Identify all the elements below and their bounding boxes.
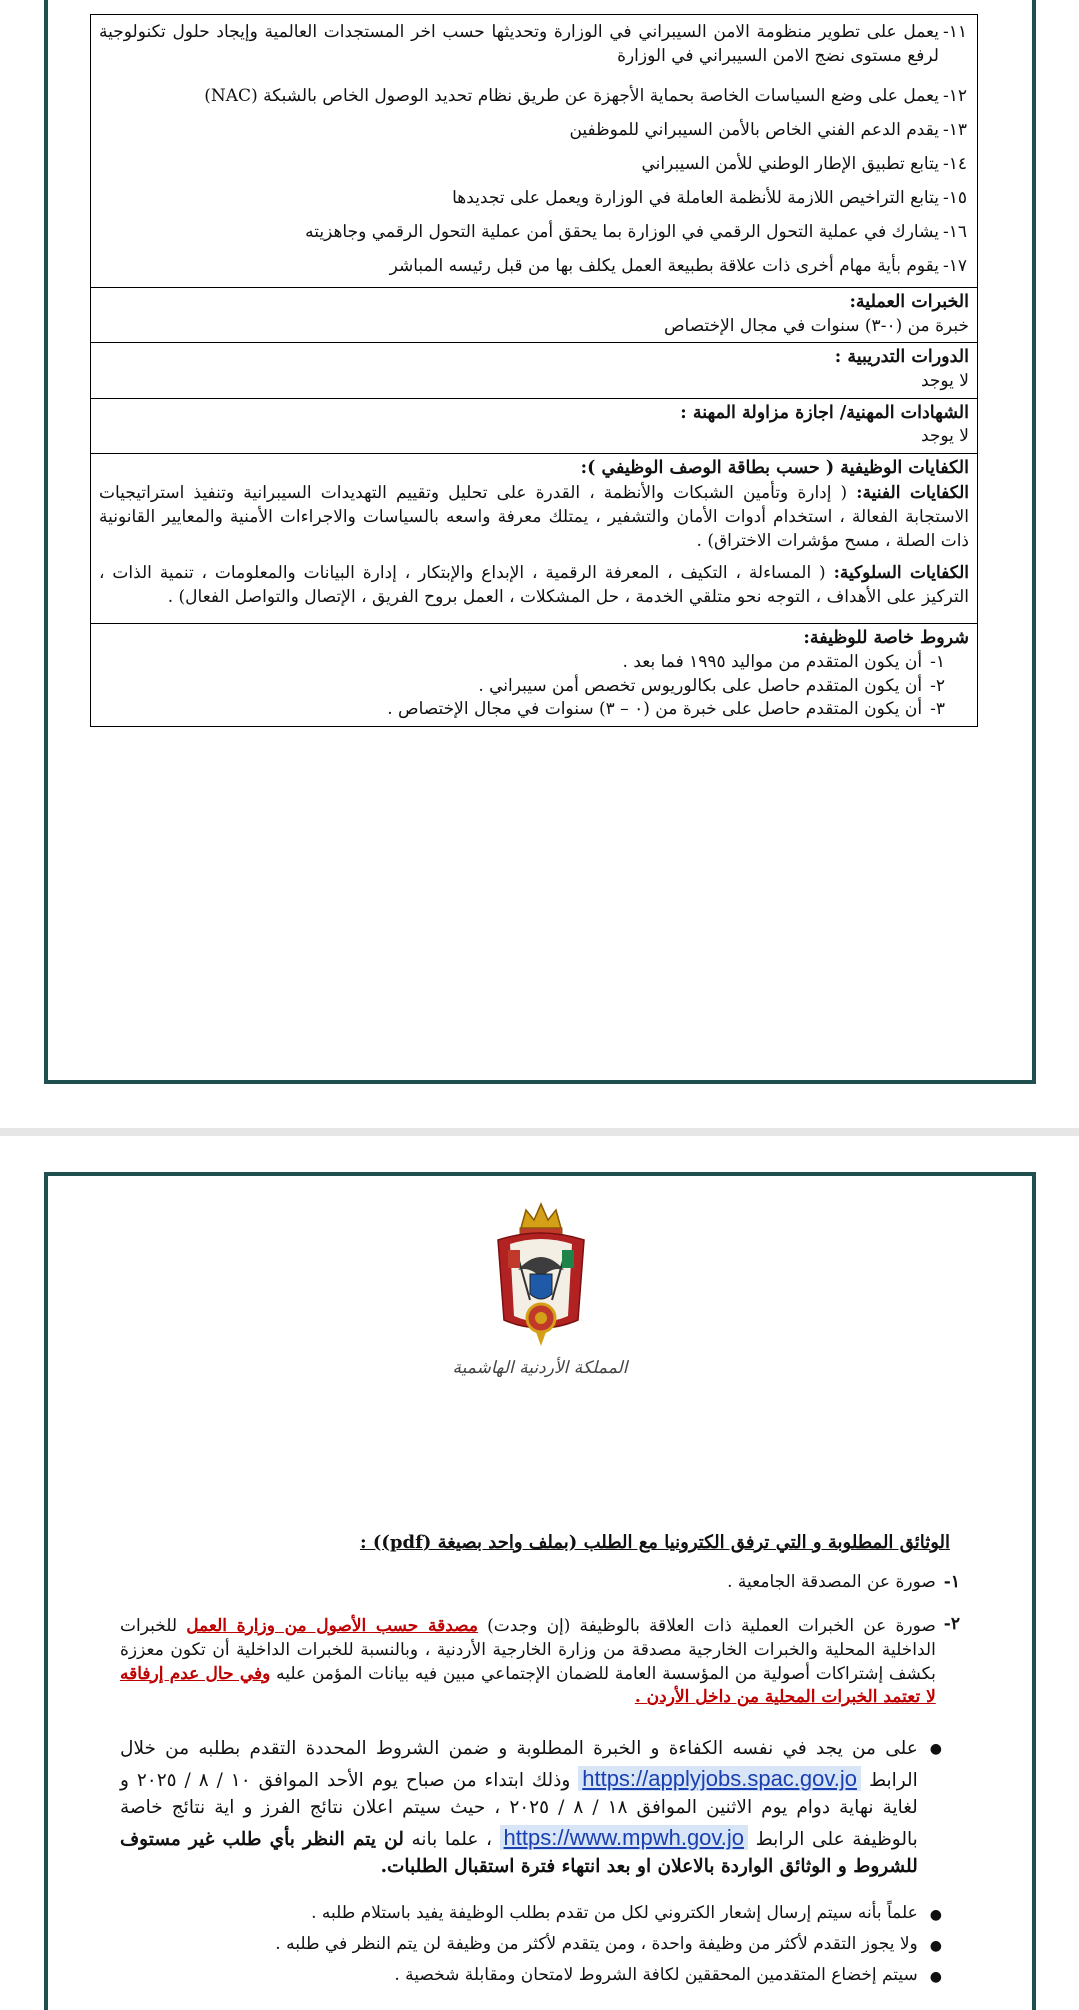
- apply-bold-text: لن يتم النظر بأي طلب غير مستوف للشروط و الوثائق الواردة بالاعلان او بعد انتهاء فترة استقبال الطلبات.: [120, 1828, 918, 1877]
- task-item: [99, 251, 967, 285]
- condition-item: [99, 675, 969, 699]
- task-text: يقدم الدعم الفني الخاص بالأمن السيبراني للموظفين: [569, 120, 939, 140]
- tasks-section: [91, 15, 977, 288]
- condition-text: أن يكون المتقدم حاصل على بكالوريوس تخصص أمن سيبراني .: [478, 675, 923, 696]
- section-body: لا يوجد: [920, 370, 969, 391]
- task-text: يعمل على تطوير منظومة الامن السيبراني في الوزارة وتحديثها حسب اخر المستجدات العالمية وإيجاد حلول تكنولوجية لرفع مستوى نضج الامن السيبراني في الوزارة: [99, 22, 939, 66]
- section-title: الكفايات الوظيفية ( حسب بطاقة الوصف الوظيفي ):: [580, 457, 969, 478]
- task-number: ١٦-: [942, 222, 967, 242]
- apply-text: على من يجد في نفسه الكفاءة و الخبرة المطلوبة و ضمن الشروط المحددة التقدم بطلبه من خلال الرابط: [120, 1738, 918, 1791]
- task-text: يشارك في عملية التحول الرقمي في الوزارة بما يحقق أمن عملية التحول الرقمي وجاهزيته: [305, 222, 939, 242]
- task-item: [99, 81, 967, 115]
- section-title: الدورات التدريبية :: [834, 347, 969, 368]
- task-number: ١٧-: [942, 256, 967, 276]
- documents-title: الوثائق المطلوبة و التي ترفق الكترونيا مع الطلب (بملف واحد بصيغة (pdf)) :: [359, 1532, 950, 1553]
- apply-text: وذلك ابتداء من صباح يوم الأحد الموافق ١٠ / ٨ / ٢٠٢٥ و لغاية نهاية دوام يوم الاثنين الموافق ١٨ / ٨ / ٢٠٢٥ ، حيث سيتم اعلان نتائج الفرز و اية نتائج خاصة بالوظيفة على الرابط: [120, 1769, 918, 1850]
- training-section: [91, 343, 977, 398]
- conditions-section: [91, 624, 977, 726]
- kingdom-name-calligraphy: المملكة الأردنية الهاشمية: [452, 1358, 628, 1378]
- section-body: لا يوجد: [920, 426, 969, 447]
- bullet-icon: ●: [929, 1937, 942, 1954]
- experience-section: [91, 288, 977, 343]
- section-title: الشهادات المهنية/ اجازة مزاولة المهنة :: [680, 402, 969, 423]
- apply-instructions: [120, 1736, 960, 1880]
- document-item: [120, 1571, 960, 1595]
- task-item: [99, 183, 967, 217]
- task-number: ١٥-: [942, 188, 967, 208]
- condition-text: أن يكون المتقدم من مواليد ١٩٩٥ فما بعد .: [622, 651, 923, 672]
- condition-number: ٢-: [930, 675, 945, 696]
- note-text: علماً بأنه سيتم إرسال إشعار الكتروني لكل من تقدم بطلب الوظيفة يفيد باستلام طلبه .: [311, 1903, 918, 1924]
- task-text: يتابع التراخيص اللازمة للأنظمة العاملة في الوزارة ويعمل على تجديدها: [452, 188, 939, 208]
- task-text: يتابع تطبيق الإطار الوطني للأمن السيبراني: [641, 154, 939, 174]
- bullet-icon: ●: [929, 1968, 942, 1985]
- highlight-text: مصدقة حسب الأصول من وزارة العمل: [186, 1615, 478, 1636]
- item-text-part: للخبرات الداخلية المحلية والخبرات الخارجية مصدقة من وزارة الخارجية الأردنية ، وبالنسبة للخبرات الداخلية أن تكون معززة بكشف إشتراكات أصولية من المؤسسة العامة للضمان الإجتماعي مبين فيه بيانات المؤمن عليه: [120, 1615, 936, 1684]
- technical-label: الكفايات الفنية:: [856, 483, 970, 504]
- condition-item: [99, 698, 969, 722]
- task-text: يعمل على وضع السياسات الخاصة بحماية الأجهزة عن طريق نظام تحديد الوصول الخاص بالشبكة (NAC): [204, 86, 939, 106]
- job-description-table: [90, 14, 978, 727]
- task-item: [99, 115, 967, 149]
- task-number: ١٣-: [942, 120, 967, 140]
- note-item: [120, 1902, 960, 1929]
- item-text: [120, 1615, 936, 1710]
- task-text: يقوم بأية مهام أخرى ذات علاقة بطبيعة العمل يكلف بها من قبل رئيسه المباشر: [389, 256, 939, 276]
- mpwh-link[interactable]: https://www.mpwh.gov.jo: [500, 1825, 748, 1850]
- task-item: [99, 149, 967, 183]
- item-text-part: صورة عن الخبرات العملية ذات العلاقة بالوظيفة (إن وجدت): [487, 1615, 936, 1636]
- technical-text: ( إدارة وتأمين الشبكات والأنظمة ، القدرة على تحليل وتقييم التهديدات السيبرانية وتنفيذ استراتيجيات الاستجابة الفعالة ، استخدام أدوات الأمان والتشفير ، يمتلك معرفة واسعه بالسياسات والاجراءات الأمنية والمعايير القانونية ذات الصلة ، مسح مؤشرات الاختراق) .: [99, 483, 969, 551]
- task-number: ١٤-: [942, 154, 967, 174]
- coat-of-arms-emblem: [486, 1200, 596, 1350]
- required-documents: [120, 1530, 960, 1994]
- note-text: ولا يجوز التقدم لأكثر من وظيفة واحدة ، ومن يتقدم لأكثر من وظيفة لن يتم النظر في طلبه .: [275, 1933, 918, 1954]
- document-item: [120, 1613, 960, 1710]
- item-number: ١-: [943, 1572, 960, 1593]
- condition-number: ١-: [930, 651, 945, 672]
- item-text: صورة عن المصدقة الجامعية .: [727, 1572, 936, 1593]
- section-title: الخبرات العملية:: [849, 292, 969, 312]
- note-item: [120, 1964, 960, 1991]
- condition-number: ٣-: [930, 699, 945, 720]
- item-number: ٢-: [943, 1613, 960, 1634]
- section-body: خبرة من (٠-٣) سنوات في مجال الإختصاص: [663, 315, 969, 336]
- note-text: سيتم إخضاع المتقدمين المحققين لكافة الشروط لامتحان ومقابلة شخصية .: [394, 1964, 918, 1985]
- task-item: [99, 17, 967, 81]
- task-number: ١١-: [942, 22, 967, 42]
- behavioral-competencies: [99, 562, 969, 610]
- behavioral-text: ( المساءلة ، التكيف ، المعرفة الرقمية ، الإبداع والإبتكار ، إدارة البيانات والمعلومات ، تنمية الذات ، التركيز على الأهداف ، التوجه نحو متلقي الخدمة ، حل المشكلات ، العمل بروح الفريق ، الإتصال والتواصل الفعال) .: [99, 562, 969, 607]
- task-item: [99, 217, 967, 251]
- section-title: شروط خاصة للوظيفة:: [803, 628, 969, 649]
- apply-text: ، علما بانه: [411, 1828, 492, 1850]
- technical-competencies: [99, 482, 969, 553]
- highlight-text: وفي حال عدم إرفاقه لا تعتمد الخبرات المحلية من داخل الأردن .: [120, 1663, 936, 1708]
- competencies-section: [91, 454, 977, 624]
- behavioral-label: الكفايات السلوكية:: [833, 562, 970, 583]
- apply-jobs-link[interactable]: https://applyjobs.spac.gov.jo: [578, 1766, 861, 1791]
- certificates-section: [91, 399, 977, 454]
- bullet-icon: ●: [929, 1907, 942, 1924]
- note-item: [120, 1933, 960, 1960]
- apply-paragraph: [120, 1736, 918, 1880]
- condition-text: أن يكون المتقدم حاصل على خبرة من (٠ – ٣) سنوات في مجال الإختصاص .: [387, 699, 923, 720]
- condition-item: [99, 651, 969, 675]
- task-number: ١٢-: [942, 86, 967, 106]
- bullet-icon: ●: [929, 1741, 942, 1758]
